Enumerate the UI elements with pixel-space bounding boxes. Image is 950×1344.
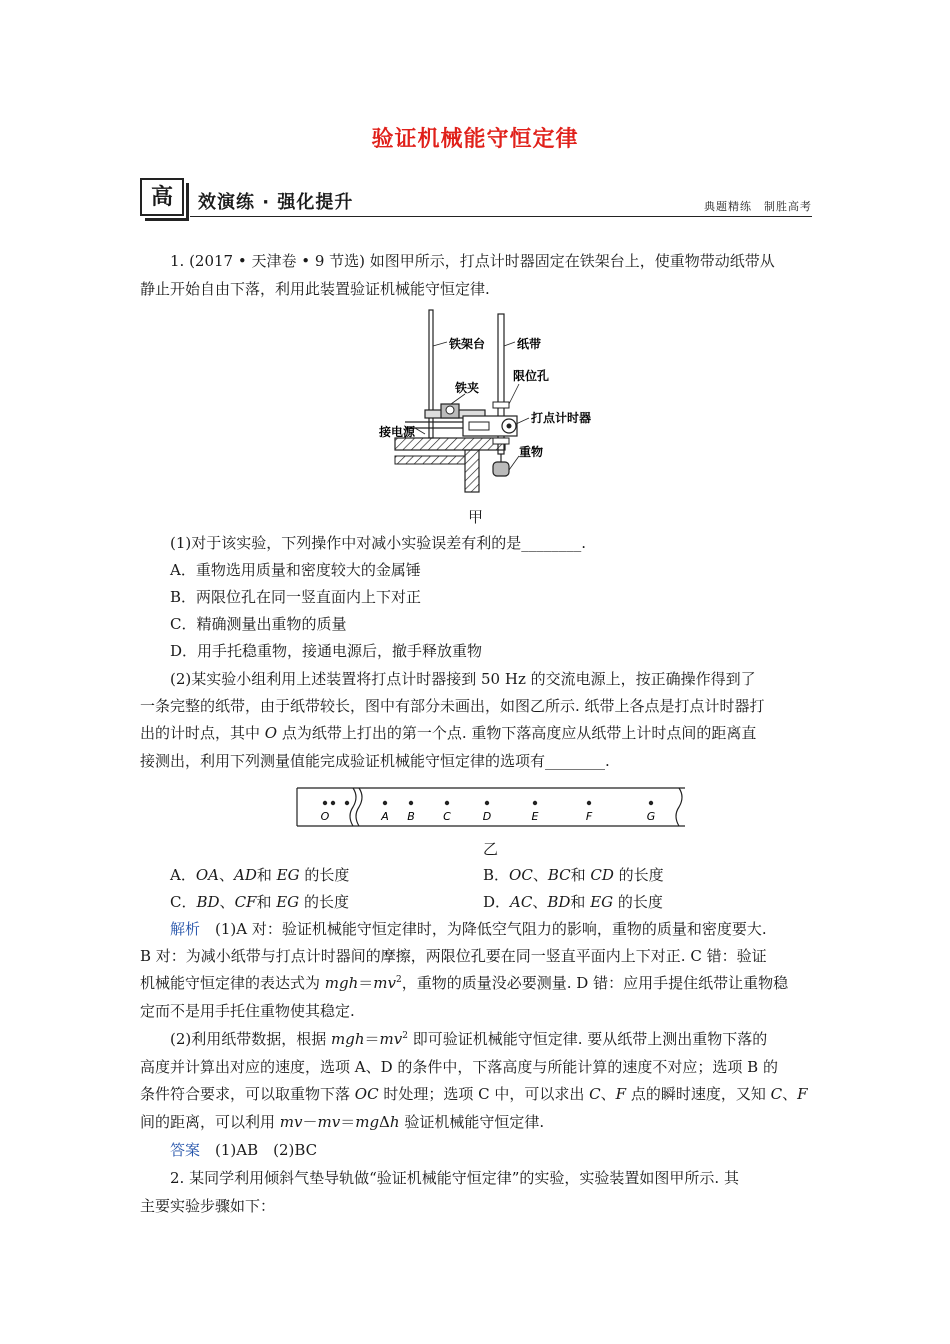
label-stand: 铁架台: [449, 337, 486, 351]
q1-stem-line1: 1. (2017 • 天津卷 • 9 节选) 如图甲所示，打点计时器固定在铁架台上，使重物带动纸带从: [170, 252, 775, 270]
tape-dot-F: [587, 801, 591, 805]
analysis-p2-line4: 间的距离，可以利用 mv－mv＝mgΔh 验证机械能守恒定律.: [140, 1113, 545, 1131]
tape-dot-D: [485, 801, 489, 805]
label-tape: 纸带: [517, 337, 542, 351]
figure1-caption: 甲: [468, 508, 484, 526]
tape-dot-G: [649, 801, 653, 805]
analysis-line3: 机械能守恒定律的表达式为 $mgh=mv^2$，重物的质量没必要测量. D 错：应用手提住纸带让重物稳: [140, 974, 789, 992]
banner-slogan: 典题精练 制胜高考: [704, 200, 812, 213]
q1-part2-option-c: C．BD、CF和 EG 的长度: [170, 893, 349, 911]
tape-dot-E: [533, 801, 537, 805]
analysis-p2-line1: (2)利用纸带数据，根据 $mgh=mv^2$ 即可验证机械能守恒定律. 要从纸带上测出重物下落的: [170, 1030, 768, 1048]
banner-box-char: 高: [150, 185, 173, 210]
q1-part1-option-a: A．重物选用质量和密度较大的金属锤: [170, 561, 421, 579]
q1-part1-stem: (1)对于该实验，下列操作中对减小实验误差有利的是________.: [170, 534, 587, 552]
q1-part2-line4: 接测出，利用下列测量值能完成验证机械能守恒定律的选项有________.: [140, 752, 610, 770]
label-power: 接电源: [379, 425, 416, 439]
q1-part2-line2: 一条完整的纸带，由于纸带较长，图中有部分未画出，如图乙所示. 纸带上各点是打点计时器打: [140, 697, 765, 715]
tape-dot-A: [383, 801, 387, 805]
analysis-label: 解析: [170, 920, 201, 938]
answer-label: 答案: [170, 1141, 201, 1159]
q1-part1-option-c: C．精确测量出重物的质量: [170, 615, 347, 633]
tape-dot-B: [409, 801, 413, 805]
q1-part2-option-b: B．OC、BC和 CD 的长度: [483, 866, 664, 884]
q2-stem-line2: 主要实验步骤如下：: [140, 1197, 276, 1215]
label-clamp: 铁夹: [455, 381, 480, 395]
answer-text: (1)AB (2)BC: [215, 1141, 318, 1159]
label-timer: 打点计时器: [531, 411, 592, 425]
q1-part1-option-d: D．用手托稳重物，接通电源后，撤手释放重物: [170, 642, 483, 660]
banner-heading: 效演练 · 强化提升: [198, 192, 354, 213]
table-leg: [465, 450, 479, 492]
tape-label-F: F: [585, 810, 593, 823]
q1-part2-line1: (2)某实验小组利用上述装置将打点计时器接到 50 Hz 的交流电源上，按正确操作得到了: [170, 670, 756, 688]
q1-part2-option-a: A．OA、AD和 EG 的长度: [170, 866, 350, 884]
figure-tape: [295, 786, 687, 830]
tape-points: [321, 801, 656, 823]
analysis-p2-line3: 条件符合要求，可以取重物下落 OC 时处理；选项 C 中，可以求出 C、F 点的瞬时速度，又知 C、F: [140, 1085, 808, 1103]
analysis-line1: 解析 (1)A 对：验证机械能守恒定律时，为降低空气阻力的影响，重物的质量和密度要大.: [170, 920, 767, 938]
figure-apparatus: [379, 306, 615, 496]
tape-dot-O: [323, 801, 327, 805]
tape-dot-extra-1: [345, 801, 349, 805]
figure2-caption: 乙: [483, 840, 499, 858]
q1-part1-option-b: B．两限位孔在同一竖直面内上下对正: [170, 588, 422, 606]
label-limit-hole: 限位孔: [513, 369, 550, 383]
q1-part2-option-d: D．AC、BD和 EG 的长度: [483, 893, 663, 911]
analysis-line4: 定而不是用手托住重物使其稳定.: [140, 1002, 355, 1020]
q1-stem-line2: 静止开始自由下落，利用此装置验证机械能守恒定律.: [140, 280, 490, 298]
q2-stem-line1: 2. 某同学利用倾斜气垫导轨做“验证机械能守恒定律”的实验，实验装置如图甲所示. 其: [170, 1169, 739, 1187]
tape-label-C: C: [443, 810, 451, 823]
tape-dot-extra-0: [331, 801, 335, 805]
stand-rod: [429, 310, 433, 438]
analysis-p2-line2: 高度并计算出对应的速度，选项 A、D 的条件中，下落高度与所能计算的速度不对应；选项 B 的: [140, 1058, 778, 1076]
weight: [493, 462, 509, 476]
banner-rule: [190, 216, 812, 217]
tape-label-D: D: [482, 810, 492, 823]
table-top: [395, 438, 505, 450]
q1-part2-line3: 出的计时点，其中 O 点为纸带上打出的第一个点. 重物下落高度应从纸带上计时点间的距离直: [140, 724, 757, 742]
section-banner: [140, 178, 812, 222]
page-title: 验证机械能守恒定律: [371, 127, 579, 152]
tape-label-O: O: [320, 810, 330, 823]
analysis-line2: B 对：为减小纸带与打点计时器间的摩擦，两限位孔要在同一竖直平面内上下对正. C 错：验证: [140, 947, 767, 965]
tape-label-B: B: [407, 810, 415, 823]
tape-dot-C: [445, 801, 449, 805]
label-weight: 重物: [519, 445, 544, 459]
answer-line: [140, 1137, 820, 1165]
tape-label-A: A: [381, 810, 389, 823]
tape-label-G: G: [646, 810, 656, 823]
tape-label-E: E: [531, 810, 539, 823]
